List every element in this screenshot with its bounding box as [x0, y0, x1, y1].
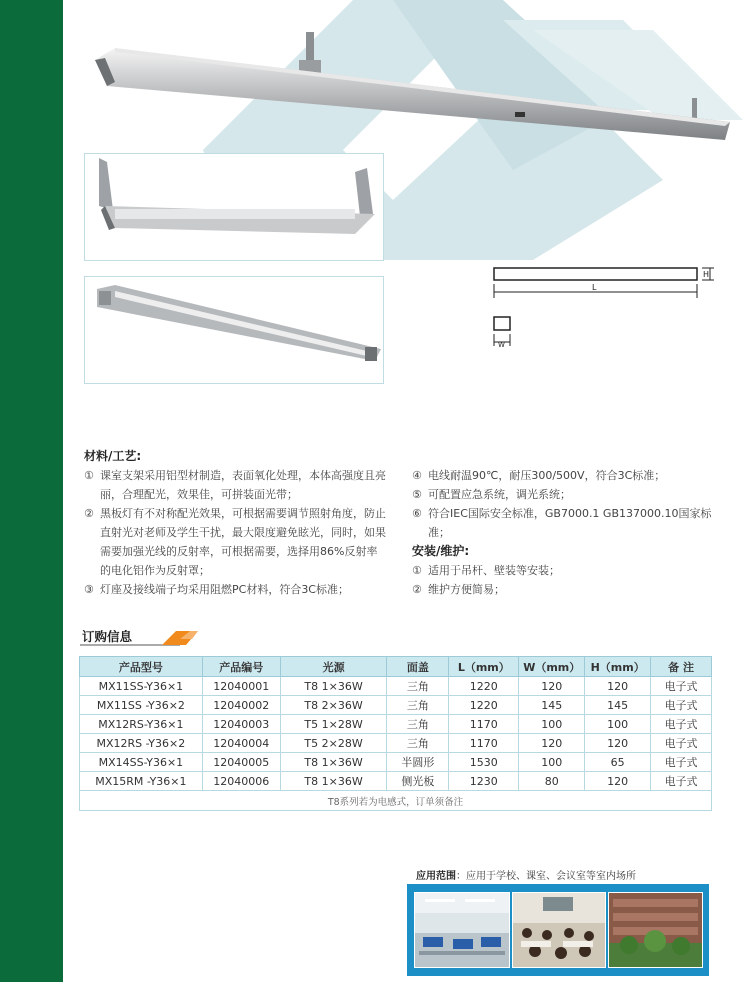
application-photo-campus [608, 892, 703, 968]
materials-item-2 [84, 504, 388, 580]
item-text: 维护方便简易； [428, 583, 505, 596]
table-cell: 三角 [387, 734, 449, 753]
table-cell: 120 [585, 677, 651, 696]
table-cell: 120 [519, 734, 585, 753]
table-cell: 电子式 [651, 696, 712, 715]
table-cell: 120 [519, 677, 585, 696]
table-cell: 12040002 [202, 696, 280, 715]
install-heading: 安装/维护: [412, 544, 470, 558]
table-cell: 1230 [449, 772, 519, 791]
table-row [80, 696, 712, 715]
table-cell: MX15RM -Y36×1 [80, 772, 203, 791]
column-header: H（mm） [585, 657, 651, 677]
item-text: 可配置应急系统，调光系统； [428, 488, 571, 501]
table-cell: 电子式 [651, 753, 712, 772]
materials-item-6 [412, 504, 722, 542]
item-text: 黑板灯有不对称配光效果，可根据需要调节照射角度，防止直射光对老师及学生干扰，最大限度避免眩光，同时，如果需要加强光线的反射率，可根据需要，选择用86%反射率的电化铝作为反射罩； [100, 507, 386, 577]
item-number: ⑥ [412, 507, 422, 520]
table-cell: 145 [519, 696, 585, 715]
item-text: 适用于吊杆、壁装等安装； [428, 564, 560, 577]
table-cell: 1220 [449, 696, 519, 715]
table-cell: MX11SS -Y36×2 [80, 696, 203, 715]
dim-l-label: L [592, 283, 597, 292]
materials-section-right [412, 466, 722, 599]
materials-item-3 [84, 580, 388, 599]
item-number: ③ [84, 583, 94, 596]
table-cell: MX11SS-Y36×1 [80, 677, 203, 696]
table-cell: MX12RS -Y36×2 [80, 734, 203, 753]
column-header: 产品编号 [202, 657, 280, 677]
table-cell: 65 [585, 753, 651, 772]
table-cell: 120 [585, 772, 651, 791]
application-label: 应用范围 [416, 871, 456, 882]
column-header: W（mm） [519, 657, 585, 677]
dimension-diagram [488, 262, 718, 362]
order-title: 订购信息 [82, 629, 133, 644]
product-photo-perspective [85, 277, 383, 383]
table-cell: 电子式 [651, 715, 712, 734]
table-cell: 三角 [387, 715, 449, 734]
table-cell: 12040004 [202, 734, 280, 753]
table-cell: 12040003 [202, 715, 280, 734]
item-number: ④ [412, 469, 422, 482]
application-photo-office [414, 892, 510, 968]
product-photo-end-view [85, 154, 383, 260]
table-cell: 12040006 [202, 772, 280, 791]
item-number: ① [84, 469, 94, 482]
table-cell: T8 1×36W [280, 753, 387, 772]
application-label-line [416, 867, 636, 882]
table-cell: 半圆形 [387, 753, 449, 772]
table-cell: 120 [585, 734, 651, 753]
table-cell: 1170 [449, 734, 519, 753]
table-cell: 12040005 [202, 753, 280, 772]
table-cell: 100 [585, 715, 651, 734]
item-number: ② [412, 583, 422, 596]
install-item-1 [412, 561, 722, 580]
column-header: 面盖 [387, 657, 449, 677]
table-cell: 100 [519, 715, 585, 734]
order-title-block [80, 627, 200, 647]
product-photo-main [85, 0, 745, 150]
table-cell: 三角 [387, 696, 449, 715]
table-row [80, 715, 712, 734]
table-note: T8系列若为电感式，订单须备注 [80, 791, 712, 811]
table-note-row [80, 791, 712, 811]
application-text: ：应用于学校、课室、会议室等室内场所 [456, 871, 636, 882]
table-cell: 145 [585, 696, 651, 715]
install-item-2 [412, 580, 722, 599]
item-number: ⑤ [412, 488, 422, 501]
materials-item-1 [84, 466, 388, 504]
table-cell: 80 [519, 772, 585, 791]
application-photo-classroom [512, 892, 606, 968]
table-cell: 1530 [449, 753, 519, 772]
table-cell: MX14SS-Y36×1 [80, 753, 203, 772]
item-text: 灯座及接线端子均采用阻燃PC材料，符合3C标准； [100, 583, 349, 596]
table-cell: 100 [519, 753, 585, 772]
table-row [80, 772, 712, 791]
table-cell: T5 2×28W [280, 734, 387, 753]
table-cell: T8 1×36W [280, 772, 387, 791]
dim-h-label: H [703, 270, 710, 279]
table-cell: T5 1×28W [280, 715, 387, 734]
table-header-row [80, 657, 712, 677]
table-cell: 电子式 [651, 734, 712, 753]
table-cell: 1220 [449, 677, 519, 696]
table-cell: T8 1×36W [280, 677, 387, 696]
item-number: ① [412, 564, 422, 577]
table-row [80, 734, 712, 753]
table-row [80, 753, 712, 772]
column-header: 备 注 [651, 657, 712, 677]
column-header: L（mm） [449, 657, 519, 677]
column-header: 光源 [280, 657, 387, 677]
materials-item-4 [412, 466, 722, 485]
spec-table [79, 656, 712, 811]
materials-heading: 材料/工艺: [84, 449, 142, 463]
table-cell: MX12RS-Y36×1 [80, 715, 203, 734]
detail-photo-frame-2 [84, 276, 384, 384]
table-cell: T8 2×36W [280, 696, 387, 715]
table-cell: 电子式 [651, 772, 712, 791]
materials-section [84, 447, 388, 599]
left-green-band [0, 0, 63, 982]
item-text: 电线耐温90℃，耐压300/500V，符合3C标准； [428, 469, 666, 482]
materials-item-5 [412, 485, 722, 504]
item-text: 课室支架采用铝型材制造，表面氧化处理，本体高强度且亮丽，合理配光，效果佳，可拼装面光带； [100, 469, 386, 501]
column-header: 产品型号 [80, 657, 203, 677]
table-row [80, 677, 712, 696]
dim-w-label: W [498, 341, 505, 349]
table-cell: 电子式 [651, 677, 712, 696]
table-cell: 三角 [387, 677, 449, 696]
item-text: 符合IEC国际安全标准，GB7000.1 GB137000.10国家标准； [428, 507, 712, 539]
table-cell: 12040001 [202, 677, 280, 696]
detail-photo-frame-1 [84, 153, 384, 261]
item-number: ② [84, 507, 94, 520]
table-cell: 侧光板 [387, 772, 449, 791]
table-cell: 1170 [449, 715, 519, 734]
